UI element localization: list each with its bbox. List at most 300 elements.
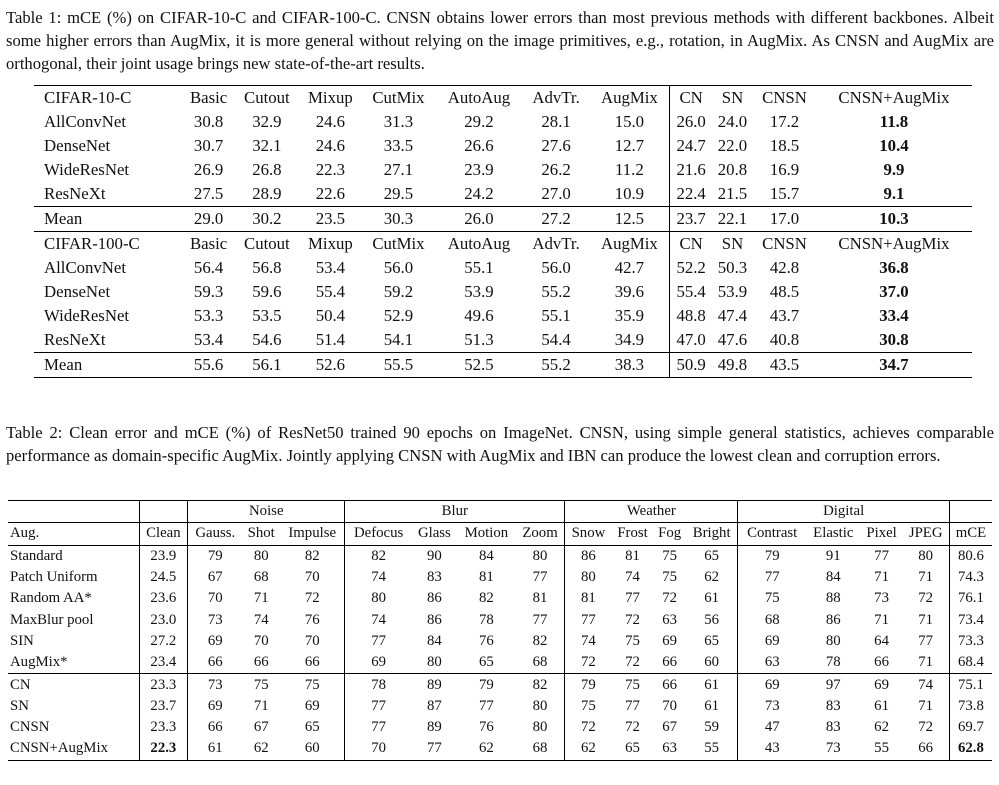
table-cell: 32.1 <box>252 136 282 155</box>
row-label: ResNeXt <box>44 184 106 203</box>
table-cell: 80 <box>242 545 280 567</box>
table-cell: 26.0 <box>676 112 706 131</box>
table-cell: 66 <box>253 654 269 671</box>
table-cell: 42.8 <box>769 258 800 277</box>
table-cell: 77 <box>516 567 565 588</box>
table-cell: 9.9 <box>883 160 905 179</box>
table-row <box>34 256 972 280</box>
column-header: AutoAug <box>435 232 523 257</box>
table-cell: 81 <box>581 590 596 607</box>
table-cell: 69 <box>861 674 903 696</box>
table-cell: 21.5 <box>717 184 748 203</box>
column-header: Fog <box>654 523 686 545</box>
column-header: CNSN <box>753 232 816 257</box>
table-cell: 69 <box>207 632 223 649</box>
table-cell: 27.5 <box>193 184 224 203</box>
column-header: SN <box>721 88 744 107</box>
table-cell: 15.7 <box>769 184 800 203</box>
row-label: Random AA* <box>8 588 139 609</box>
row-label: MaxBlur pool <box>8 609 139 630</box>
table-cell: 65 <box>625 740 640 757</box>
table-cell: 54.6 <box>252 330 282 349</box>
table-cell: 63 <box>764 654 780 671</box>
table-cell: 70 <box>280 631 345 652</box>
table-cell: 62 <box>581 740 596 757</box>
table-cell: 71 <box>903 567 950 588</box>
table-cell: 51.4 <box>315 330 346 349</box>
mce-cell: 75.1 <box>949 674 992 696</box>
table-cell: 30.7 <box>193 136 224 155</box>
table-cell: 47 <box>764 719 780 736</box>
column-header: CN <box>670 232 712 257</box>
table-cell: 55 <box>874 740 889 757</box>
table-cell: 77 <box>903 631 950 652</box>
table-cell: 77 <box>516 609 565 630</box>
table-cell: 71 <box>903 652 950 674</box>
table-cell: 77 <box>581 611 596 628</box>
table-cell: 89 <box>412 674 457 696</box>
table-cell: 82 <box>478 590 494 607</box>
mce-cell: 69.7 <box>957 719 984 736</box>
table-cell: 50.3 <box>717 258 748 277</box>
column-header: Mixup <box>307 88 353 107</box>
table-cell: 33.5 <box>383 136 414 155</box>
table-cell: 31.3 <box>383 112 414 131</box>
table-cell: 50.4 <box>315 306 346 325</box>
table-cell: 43 <box>764 740 780 757</box>
table-cell: 22.1 <box>712 207 753 232</box>
table-row <box>8 567 992 588</box>
table-cell: 18.5 <box>769 136 800 155</box>
table-cell: 80 <box>825 632 841 649</box>
row-label: CNSN+AugMix <box>8 738 139 760</box>
row-label: Mean <box>34 353 182 378</box>
table-cell: 55.2 <box>541 282 571 301</box>
table-cell: 53.9 <box>717 282 748 301</box>
table-cell: 55.5 <box>362 353 435 378</box>
column-header: Glass <box>412 523 457 545</box>
mce-header: mCE <box>949 523 992 545</box>
table-cell: 80 <box>516 717 565 738</box>
mean-row <box>34 207 972 232</box>
table-cell: 49.6 <box>464 306 494 325</box>
table-cell: 61 <box>874 697 889 714</box>
table-cell: 74 <box>371 569 387 586</box>
column-header: AdvTr. <box>532 88 580 107</box>
table-cell: 61 <box>686 588 738 609</box>
table-cell: 62 <box>478 740 494 757</box>
table2-imagenet-mce <box>8 500 992 761</box>
table-cell: 55 <box>686 738 738 760</box>
table-row <box>8 674 992 696</box>
table-cell: 30.3 <box>362 207 435 232</box>
clean-cell: 23.0 <box>139 609 187 630</box>
column-header-row <box>8 523 992 545</box>
table-cell: 21.6 <box>676 160 706 179</box>
table-cell: 63 <box>662 611 678 628</box>
table-cell: 70 <box>280 567 345 588</box>
table-cell: 82 <box>516 674 565 696</box>
table-cell: 74 <box>581 632 596 649</box>
table-cell: 83 <box>825 719 841 736</box>
table-cell: 78 <box>345 674 412 696</box>
table-cell: 47.4 <box>717 306 748 325</box>
table-cell: 55.4 <box>315 282 346 301</box>
table2-caption: Table 2: Clean error and mCE (%) of ResNet50 trained 90 epochs on ImageNet. CNSN, using simple general statistics, achieves comparable performance as domain-specific AugMix. Jointly applying CNSN with AugMix and IBN can produce the lowest clean and corruption errors. <box>6 423 994 465</box>
table-cell: 77 <box>625 697 640 714</box>
table-cell: 20.8 <box>717 160 748 179</box>
table-cell: 56.0 <box>541 258 571 277</box>
table-cell: 17.0 <box>753 207 816 232</box>
table-cell: 77 <box>371 697 387 714</box>
table-cell: 78 <box>825 654 841 671</box>
column-header: CN <box>679 88 703 107</box>
row-label: CN <box>8 674 139 696</box>
table-cell: 47.0 <box>676 330 706 349</box>
group-header: Weather <box>565 501 738 523</box>
table-cell: 39.6 <box>589 280 670 304</box>
table-cell: 9.1 <box>883 184 905 203</box>
table-row <box>8 738 992 760</box>
clean-cell: 27.2 <box>139 631 187 652</box>
table-cell: 52.9 <box>383 306 414 325</box>
table-cell: 81 <box>478 569 494 586</box>
table-row <box>34 182 972 207</box>
table-cell: 27.2 <box>523 207 590 232</box>
clean-cell: 23.3 <box>139 717 187 738</box>
table-cell: 77 <box>426 740 442 757</box>
table-cell: 50.9 <box>670 353 712 378</box>
table-cell: 53.4 <box>315 258 346 277</box>
table-cell: 72 <box>625 719 640 736</box>
table-cell: 86 <box>426 611 442 628</box>
table-cell: 76 <box>478 632 494 649</box>
table-cell: 23.7 <box>670 207 712 232</box>
table-cell: 26.2 <box>541 160 571 179</box>
table-cell: 80 <box>426 654 442 671</box>
column-header: JPEG <box>903 523 950 545</box>
clean-cell: 23.3 <box>139 674 187 696</box>
table-cell: 79 <box>457 674 516 696</box>
table-cell: 36.8 <box>879 258 909 277</box>
table-cell: 83 <box>426 569 442 586</box>
table-cell: 12.5 <box>589 207 670 232</box>
table-row <box>8 609 992 630</box>
table-cell: 70 <box>207 590 223 607</box>
column-header: AutoAug <box>447 88 511 107</box>
column-header: Impulse <box>280 523 345 545</box>
table-cell: 60 <box>686 652 738 674</box>
row-label: Standard <box>8 545 139 567</box>
table-cell: 66 <box>654 674 686 696</box>
row-label: SN <box>8 696 139 717</box>
table-cell: 38.3 <box>589 353 670 378</box>
table-row <box>34 328 972 353</box>
table-cell: 11.8 <box>879 112 909 131</box>
table-row <box>34 110 972 134</box>
table-cell: 72 <box>903 588 950 609</box>
table-cell: 22.3 <box>315 160 346 179</box>
table-cell: 77 <box>764 569 780 586</box>
table-cell: 56.1 <box>235 353 299 378</box>
table-row <box>8 545 992 567</box>
mce-cell: 73.4 <box>957 611 984 628</box>
table-cell: 76 <box>478 719 494 736</box>
table-cell: 81 <box>612 545 654 567</box>
table-cell: 61 <box>686 696 738 717</box>
table-cell: 34.7 <box>816 353 972 378</box>
row-label: CNSN <box>8 717 139 738</box>
table-cell: 26.0 <box>435 207 523 232</box>
table-cell: 75 <box>612 674 654 696</box>
table-cell: 24.2 <box>464 184 494 203</box>
table-cell: 59.6 <box>252 282 282 301</box>
row-label: WideResNet <box>44 160 130 179</box>
table-cell: 79 <box>738 545 806 567</box>
clean-cell: 24.5 <box>139 567 187 588</box>
mean-row <box>34 353 972 378</box>
table-cell: 66 <box>207 719 223 736</box>
table-cell: 26.8 <box>252 160 282 179</box>
table-cell: 32.9 <box>252 112 282 131</box>
clean-header: Clean <box>139 523 187 545</box>
table-cell: 49.8 <box>712 353 753 378</box>
mce-cell: 73.3 <box>957 632 984 649</box>
column-header: Bright <box>686 523 738 545</box>
clean-cell: 23.4 <box>139 652 187 674</box>
table-cell: 12.7 <box>589 134 670 158</box>
table-cell: 71 <box>874 611 889 628</box>
table-row <box>34 304 972 328</box>
table-cell: 77 <box>861 545 903 567</box>
table-cell: 54.4 <box>541 330 571 349</box>
column-header: CNSN <box>762 88 807 107</box>
table-cell: 28.9 <box>252 184 282 203</box>
table-cell: 30.2 <box>235 207 299 232</box>
table-cell: 82 <box>516 631 565 652</box>
table-cell: 29.0 <box>182 207 234 232</box>
table-cell: 68 <box>516 652 565 674</box>
column-header: Snow <box>565 523 612 545</box>
table-cell: 11.2 <box>589 158 670 182</box>
table-cell: 62 <box>874 719 889 736</box>
column-header: Elastic <box>806 523 861 545</box>
table-cell: 87 <box>426 697 442 714</box>
table1-cifar-mce <box>34 85 972 378</box>
table-row <box>34 134 972 158</box>
table-cell: 56.0 <box>383 258 414 277</box>
table-cell: 69 <box>662 632 678 649</box>
table-cell: 30.8 <box>193 112 224 131</box>
table-cell: 26.9 <box>193 160 224 179</box>
mce-cell: 74.3 <box>957 569 984 586</box>
mce-cell: 76.1 <box>957 590 984 607</box>
table-cell: 67 <box>253 719 269 736</box>
table-cell: 52.5 <box>435 353 523 378</box>
table-cell: 68 <box>253 569 269 586</box>
table-cell: 86 <box>825 611 841 628</box>
mce-cell: 68.4 <box>957 654 984 671</box>
table-cell: 82 <box>345 545 412 567</box>
table-cell: 17.2 <box>769 112 800 131</box>
row-label: DenseNet <box>44 282 111 301</box>
table-cell: 22.4 <box>676 184 706 203</box>
table-cell: 66 <box>903 738 950 760</box>
column-header: CutMix <box>362 232 435 257</box>
table-cell: 75 <box>662 569 678 586</box>
table-cell: 56.8 <box>252 258 282 277</box>
empty-header <box>8 501 139 523</box>
table-cell: 22.6 <box>315 184 346 203</box>
table-cell: 73 <box>207 611 223 628</box>
table-cell: 69 <box>207 697 223 714</box>
group-header: Digital <box>738 501 949 523</box>
table-cell: 52.2 <box>676 258 706 277</box>
table-cell: 86 <box>565 545 612 567</box>
mce-cell: 80.6 <box>949 545 992 567</box>
row-label: AllConvNet <box>44 112 127 131</box>
table-cell: 47.6 <box>717 330 748 349</box>
table-cell: 48.5 <box>769 282 800 301</box>
column-header: Cutout <box>244 88 290 107</box>
table-cell: 23.9 <box>464 160 494 179</box>
table-cell: 74 <box>371 611 387 628</box>
table-cell: 65 <box>478 654 494 671</box>
mce-cell: 62.8 <box>957 740 984 757</box>
table-cell: 80 <box>516 545 565 567</box>
table-row <box>8 717 992 738</box>
table-row <box>8 631 992 652</box>
table-cell: 75 <box>242 674 280 696</box>
table-cell: 71 <box>903 696 950 717</box>
table-cell: 15.0 <box>589 110 670 134</box>
table-cell: 24.6 <box>315 136 346 155</box>
table-cell: 76 <box>280 609 345 630</box>
row-label: Patch Uniform <box>8 567 139 588</box>
table-cell: 10.4 <box>879 136 909 155</box>
table-cell: 74 <box>903 674 950 696</box>
column-header: Zoom <box>516 523 565 545</box>
table-cell: 88 <box>825 590 841 607</box>
group-header-row <box>8 501 992 523</box>
table-cell: 33.4 <box>879 306 909 325</box>
table-cell: 72 <box>625 611 640 628</box>
table-cell: 84 <box>426 632 442 649</box>
clean-cell: 22.3 <box>139 738 187 760</box>
table-cell: 63 <box>662 740 678 757</box>
column-header: Gauss. <box>188 523 243 545</box>
table-cell: 77 <box>625 590 640 607</box>
column-header: Basic <box>182 232 234 257</box>
table-cell: 60 <box>280 738 345 760</box>
column-header: AugMix <box>589 86 670 111</box>
table-cell: 78 <box>478 611 494 628</box>
table-cell: 73 <box>188 674 243 696</box>
table-cell: 27.6 <box>541 136 571 155</box>
table-cell: 61 <box>207 740 223 757</box>
table-cell: 69 <box>371 654 387 671</box>
column-header: Contrast <box>738 523 806 545</box>
row-label: AllConvNet <box>44 258 127 277</box>
table-row <box>8 696 992 717</box>
table-cell: 35.9 <box>589 304 670 328</box>
table-cell: 55.6 <box>182 353 234 378</box>
table-cell: 75 <box>581 697 596 714</box>
table-cell: 66 <box>280 652 345 674</box>
column-header: CutMix <box>372 88 425 107</box>
column-header: AugMix <box>589 232 670 257</box>
table-cell: 71 <box>253 697 269 714</box>
table-cell: 43.5 <box>753 353 816 378</box>
table-cell: 51.3 <box>464 330 494 349</box>
table-cell: 75 <box>764 590 780 607</box>
table-cell: 74 <box>253 611 269 628</box>
table-cell: 10.3 <box>816 207 972 232</box>
table-cell: 69 <box>280 696 345 717</box>
column-header: Defocus <box>345 523 412 545</box>
table-cell: 26.6 <box>464 136 494 155</box>
group-header: Noise <box>188 501 345 523</box>
clean-cell: 23.7 <box>139 696 187 717</box>
column-header: Pixel <box>861 523 903 545</box>
table-cell: 27.1 <box>383 160 414 179</box>
table-cell: 66 <box>662 654 678 671</box>
table-cell: 30.8 <box>879 330 909 349</box>
table-cell: 53.5 <box>252 306 282 325</box>
table-cell: 90 <box>412 545 457 567</box>
table-row <box>8 588 992 609</box>
table-cell: 65 <box>280 717 345 738</box>
group-header: Blur <box>345 501 565 523</box>
column-header: Motion <box>457 523 516 545</box>
table-cell: 75 <box>280 674 345 696</box>
table-cell: 84 <box>825 569 841 586</box>
table-cell: 28.1 <box>541 112 571 131</box>
table-cell: 37.0 <box>879 282 909 301</box>
table-cell: 61 <box>686 674 738 696</box>
table1-caption: Table 1: mCE (%) on CIFAR-10-C and CIFAR-100-C. CNSN obtains lower errors than most previous methods with different backbones. Albeit some higher errors than AugMix, it is more general without relying on the image primitives, e.g., rotation, in AugMix. As CNSN and AugMix are orthogonal, their joint usage brings new state-of-the-art results. <box>6 8 994 73</box>
table-cell: 62 <box>686 567 738 588</box>
table-cell: 72 <box>625 654 640 671</box>
row-label: SIN <box>8 631 139 652</box>
table-cell: 68 <box>764 611 780 628</box>
table-cell: 55.4 <box>676 282 706 301</box>
table-cell: 72 <box>662 590 678 607</box>
clean-cell: 23.6 <box>139 588 187 609</box>
table-cell: 70 <box>253 632 269 649</box>
table-cell: 74 <box>625 569 640 586</box>
table-cell: 64 <box>874 632 889 649</box>
row-label: DenseNet <box>44 136 111 155</box>
column-header: CNSN+AugMix <box>816 232 972 257</box>
table-cell: 82 <box>280 545 345 567</box>
table-cell: 79 <box>188 545 243 567</box>
table-row <box>34 158 972 182</box>
table-cell: 59.2 <box>383 282 414 301</box>
table-cell: 77 <box>371 632 387 649</box>
mce-cell: 73.8 <box>957 697 984 714</box>
table-cell: 69 <box>738 674 806 696</box>
table-cell: 65 <box>686 545 738 567</box>
table-cell: 48.8 <box>676 306 706 325</box>
table-cell: 67 <box>207 569 223 586</box>
table-cell: 40.8 <box>769 330 800 349</box>
table-cell: 75 <box>625 632 640 649</box>
table-cell: 75 <box>654 545 686 567</box>
table-cell: 24.0 <box>717 112 748 131</box>
aug-header: Aug. <box>8 523 139 545</box>
table-cell: 59.3 <box>193 282 224 301</box>
